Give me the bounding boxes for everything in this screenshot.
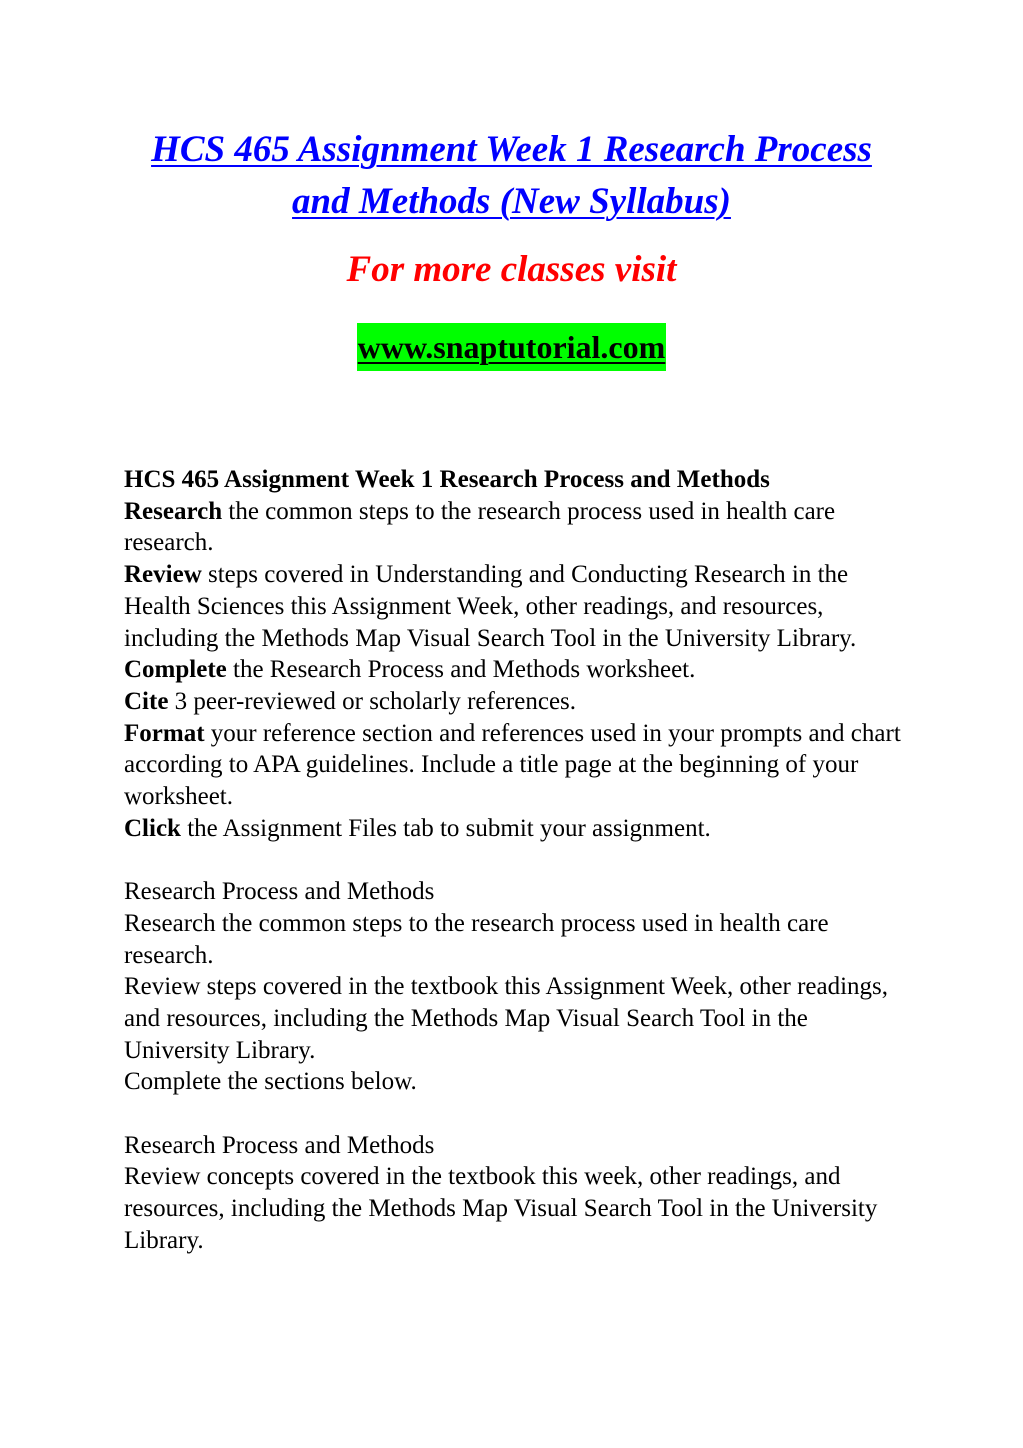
worksheet-intro-heading: Research Process and Methods bbox=[124, 878, 435, 906]
step-verb: Review bbox=[124, 561, 202, 589]
step-verb: Complete bbox=[124, 656, 227, 684]
step-text: your reference section and references used in your prompts and chart according to APA guidelines. Include a title page at the beginning of your worksheet. bbox=[124, 719, 901, 811]
step-verb: Research bbox=[124, 497, 223, 525]
step-verb: Click bbox=[124, 814, 181, 842]
promo-text: For more classes visit bbox=[346, 249, 677, 290]
step-verb: Cite bbox=[124, 687, 169, 715]
step-format bbox=[124, 718, 914, 813]
step-text: 3 peer-reviewed or scholarly references. bbox=[168, 687, 577, 715]
paragraph-gap bbox=[124, 1098, 914, 1130]
assignment-heading: HCS 465 Assignment Week 1 Research Process and Methods bbox=[124, 466, 770, 493]
title-link[interactable] bbox=[100, 124, 923, 228]
title-line-2: and Methods (New Syllabus) bbox=[292, 181, 731, 222]
website-link[interactable]: www.snaptutorial.com bbox=[357, 323, 667, 371]
step-complete bbox=[124, 654, 914, 686]
step-cite bbox=[124, 686, 914, 718]
website-container bbox=[0, 323, 1023, 371]
step-text: the Research Process and Methods worksheet. bbox=[226, 656, 696, 684]
step-click bbox=[124, 813, 914, 845]
step-text: the common steps to the research process used in health care research. bbox=[124, 497, 836, 557]
worksheet-intro-line: Review steps covered in the textbook this Assignment Week, other readings, and resources, including the Methods Map Visual Search Tool in the University Library. bbox=[124, 973, 889, 1064]
step-text: steps covered in Understanding and Conducting Research in the Health Sciences this Assignment Week, other readings, and resources, including the Methods Map Visual Search Tool in the University Library. bbox=[124, 561, 857, 652]
worksheet-intro-line: Complete the sections below. bbox=[124, 1068, 417, 1096]
document-body bbox=[124, 464, 914, 1257]
step-review bbox=[124, 559, 914, 654]
worksheet-intro-line: Research the common steps to the research process used in health care research. bbox=[124, 909, 829, 969]
paragraph-gap bbox=[124, 844, 914, 876]
step-verb: Format bbox=[124, 719, 205, 747]
title-line-1: HCS 465 Assignment Week 1 Research Process bbox=[151, 129, 872, 170]
step-text: the Assignment Files tab to submit your assignment. bbox=[180, 814, 711, 842]
worksheet-section-heading: Research Process and Methods bbox=[124, 1131, 435, 1159]
worksheet-section-line: Review concepts covered in the textbook this week, other readings, and resources, including the Methods Map Visual Search Tool in the University Library. bbox=[124, 1163, 878, 1254]
step-research bbox=[124, 496, 914, 559]
